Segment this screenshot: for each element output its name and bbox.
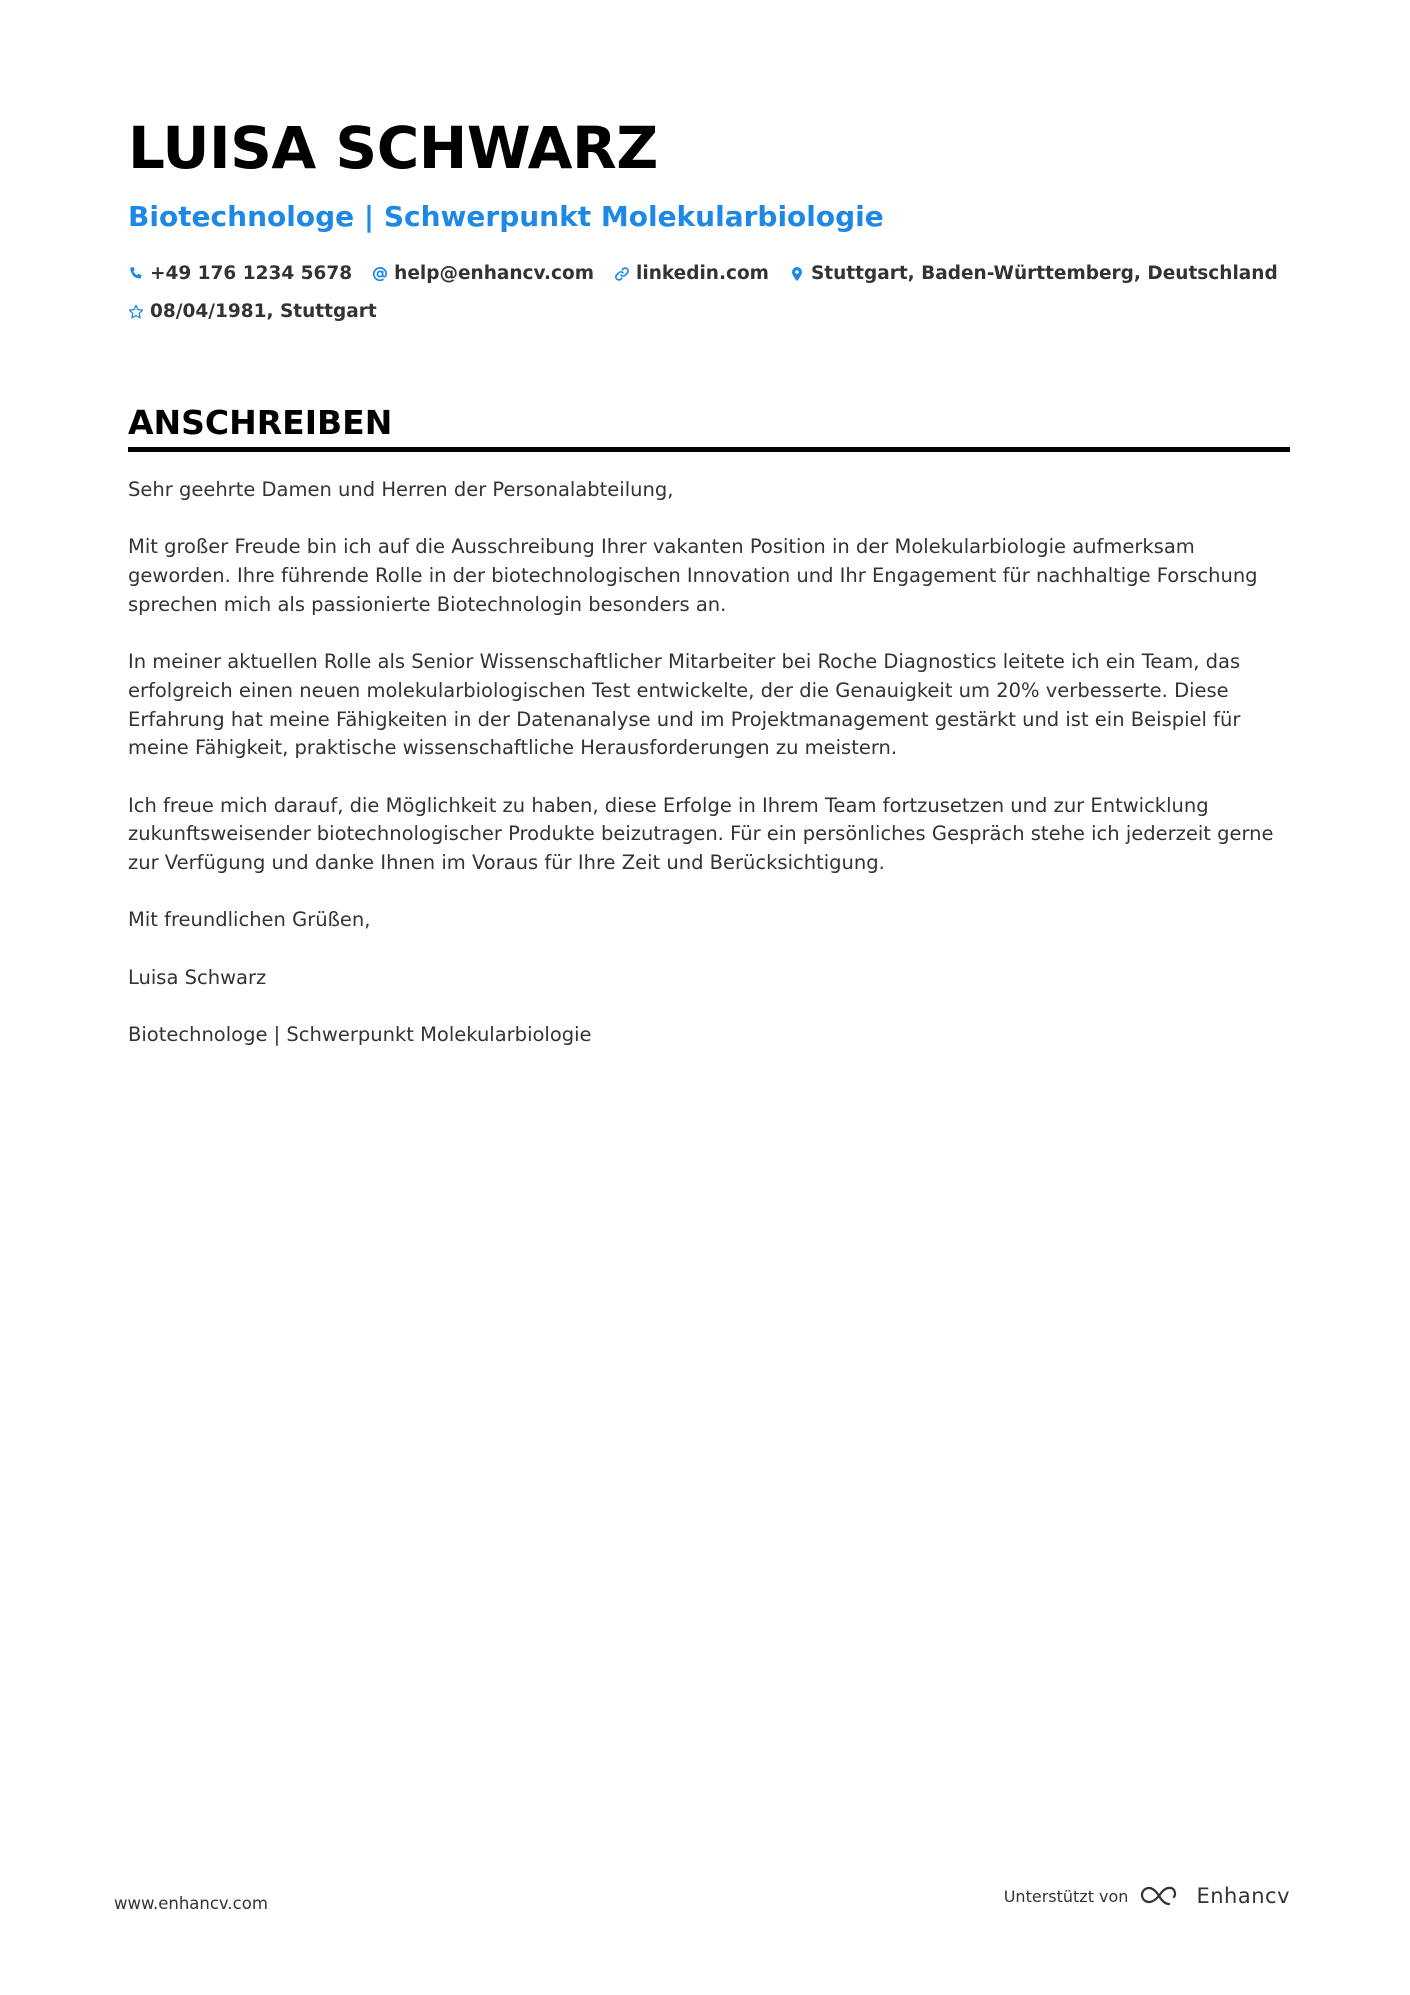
contact-birth-text: 08/04/1981, Stuttgart xyxy=(150,301,377,322)
footer-website-link[interactable]: www.enhancv.com xyxy=(114,1894,268,1913)
letter-salutation: Sehr geehrte Damen und Herren der Personalabteilung, xyxy=(128,478,674,501)
signature-title: Biotechnologe | Schwerpunkt Molekularbiologie xyxy=(128,1023,592,1047)
enhancv-logo-icon xyxy=(1140,1882,1184,1910)
location-pin-icon xyxy=(789,266,805,282)
contact-linkedin[interactable] xyxy=(614,261,769,287)
section-divider xyxy=(128,447,1290,452)
phone-icon xyxy=(128,266,144,282)
footer-powered-by[interactable] xyxy=(1004,1882,1290,1910)
letter-closing: Mit freundlichen Grüßen, xyxy=(128,908,371,932)
contact-phone xyxy=(128,261,352,287)
contact-location xyxy=(789,261,1278,287)
contact-birth xyxy=(128,299,377,325)
contact-list xyxy=(128,261,1290,325)
contact-email-text: help@enhancv.com xyxy=(394,263,595,284)
powered-by-label: Unterstützt von xyxy=(1003,1886,1129,1906)
brand-name: Enhancv xyxy=(1196,1884,1290,1908)
letter-paragraph-1: Mit großer Freude bin ich auf die Ausschreibung Ihrer vakanten Position in der Molekularbiologie aufmerksam geworden. Ihre führende Rolle in der biotechnologischen Innovation und Ihr Engagement für nachhaltige Forschung sprechen mich als passionierte Biotechnologin besonders an. xyxy=(128,535,1258,616)
contact-location-text: Stuttgart, Baden-Württemberg, Deutschland xyxy=(810,263,1278,284)
candidate-headline: Biotechnologe | Schwerpunkt Molekularbiologie xyxy=(128,200,884,233)
contact-email[interactable] xyxy=(372,261,594,287)
section-title: ANSCHREIBEN xyxy=(128,403,393,442)
star-icon xyxy=(128,304,144,320)
at-icon xyxy=(372,266,388,282)
letter-paragraph-2: In meiner aktuellen Rolle als Senior Wissenschaftlicher Mitarbeiter bei Roche Diagnostics leitete ich ein Team, das erfolgreich einen neuen molekularbiologischen Test entwickelte, der die Genauigkeit um 20% verbesserte. Diese Erfahrung hat meine Fähigkeiten in der Datenanalyse und im Projektmanagement gestärkt und ist ein Beispiel für meine Fähigkeit, praktische wissenschaftliche Herausforderungen zu meistern. xyxy=(128,650,1241,760)
link-icon xyxy=(614,266,630,282)
letter-body xyxy=(128,476,1290,1050)
candidate-name: LUISA SCHWARZ xyxy=(128,114,658,182)
cover-letter-page xyxy=(128,105,1290,1079)
contact-linkedin-text: linkedin.com xyxy=(636,263,769,284)
signature-name: Luisa Schwarz xyxy=(128,965,267,989)
contact-phone-text: +49 176 1234 5678 xyxy=(150,263,353,284)
letter-paragraph-3: Ich freue mich darauf, die Möglichkeit zu haben, diese Erfolge in Ihrem Team fortzusetzen und zur Entwicklung zukunftsweisender biotechnologischer Produkte beizutragen. Für ein persönliches Gespräch stehe ich jederzeit gerne zur Verfügung und danke Ihnen im Voraus für Ihre Zeit und Berücksichtigung. xyxy=(128,793,1274,875)
